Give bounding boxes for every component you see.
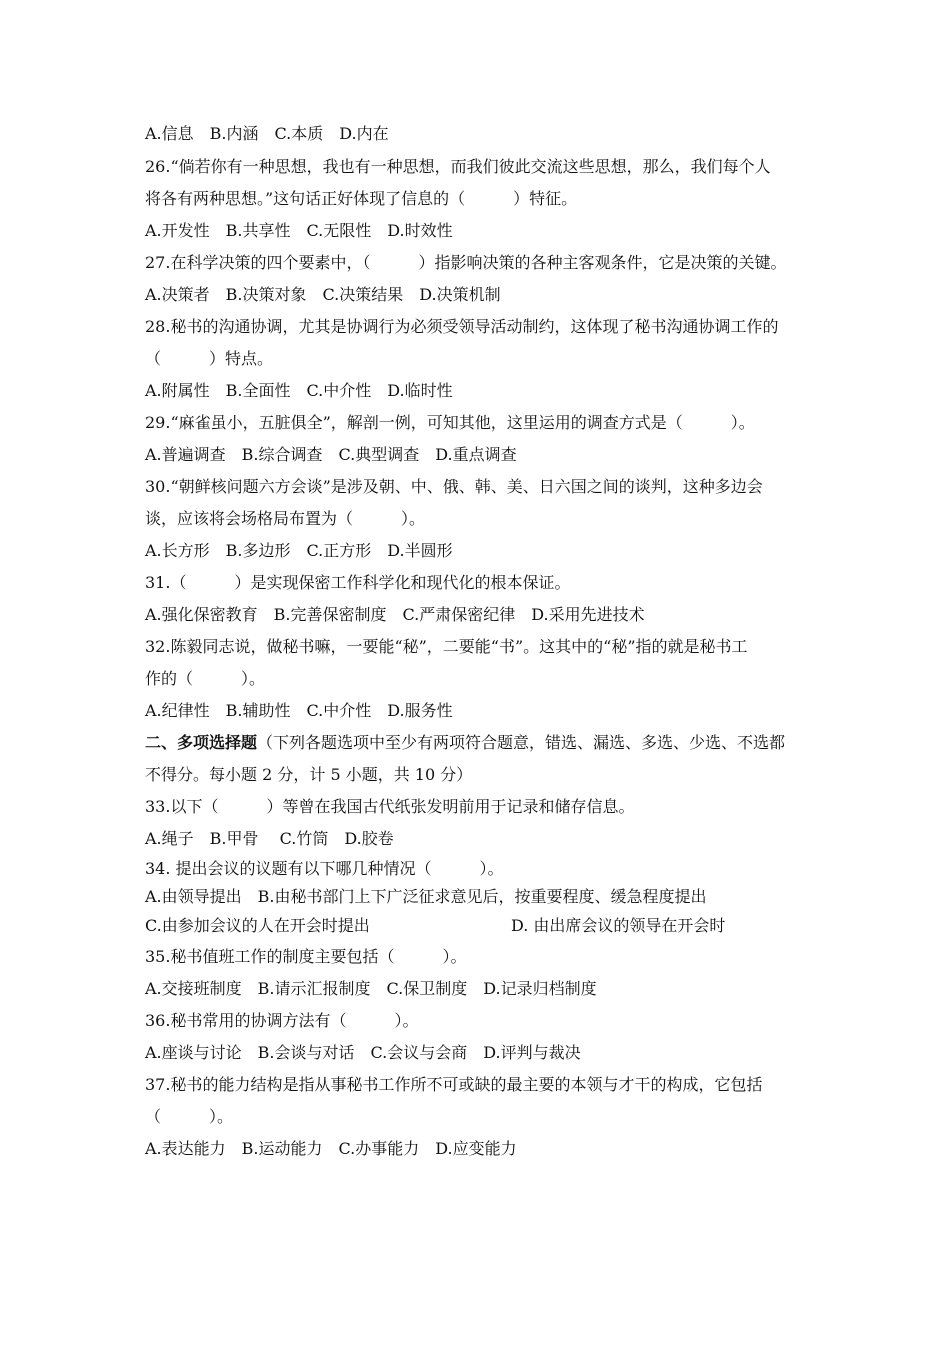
question-line: 作的（ ）。: [145, 669, 266, 688]
question-line: 36.秘书常用的协调方法有（ ）。: [145, 1011, 419, 1030]
option-line: A.强化保密教育 B.完善保密制度 C.严肃保密纪律 D.采用先进技术: [145, 605, 645, 624]
option-line: A.绳子 B.甲骨 C.竹筒 D.胶卷: [145, 829, 394, 848]
option-line: A.附属性 B.全面性 C.中介性 D.临时性: [145, 381, 453, 400]
option-line: A.由领导提出 B.由秘书部门上下广泛征求意见后，按重要程度、缓急程度提出: [145, 887, 707, 906]
question-line: 34. 提出会议的议题有以下哪几种情况（ ）。: [145, 859, 504, 878]
option-line-cd: [145, 916, 815, 936]
option-line: A.决策者 B.决策对象 C.决策结果 D.决策机制: [145, 285, 501, 304]
question-line: 29.“麻雀虽小，五脏俱全”，解剖一例，可知其他，这里运用的调查方式是（ ）。: [145, 413, 755, 432]
question-line: （ ）。: [145, 1107, 234, 1126]
question-line: 将各有两种思想。”这句话正好体现了信息的（ ）特征。: [145, 189, 578, 208]
question-line: 27.在科学决策的四个要素中，（ ）指影响决策的各种主客观条件，它是决策的关键。: [145, 253, 787, 272]
section-heading: 二、多项选择题: [145, 733, 258, 752]
option-line: A.纪律性 B.辅助性 C.中介性 D.服务性: [145, 701, 453, 720]
option-line: A.表达能力 B.运动能力 C.办事能力 D.应变能力: [145, 1139, 517, 1158]
option-line: A.交接班制度 B.请示汇报制度 C.保卫制度 D.记录归档制度: [145, 979, 597, 998]
question-line: 33.以下（ ）等曾在我国古代纸张发明前用于记录和储存信息。: [145, 797, 635, 816]
option-line: A.长方形 B.多边形 C.正方形 D.半圆形: [145, 541, 453, 560]
question-line: 26.“倘若你有一种思想，我也有一种思想，而我们彼此交流这些思想，那么，我们每个人: [145, 157, 771, 176]
section-instructions: （下列各题选项中至少有两项符合题意，错选、漏选、多选、少选、不选都: [257, 733, 786, 752]
section-instructions-cont: 不得分。每小题 2 分，计 5 小题，共 10 分）: [145, 765, 473, 784]
question-line: 28.秘书的沟通协调，尤其是协调行为必须受领导活动制约，这体现了秘书沟通协调工作的: [145, 317, 779, 336]
question-line: 35.秘书值班工作的制度主要包括（ ）。: [145, 947, 467, 966]
section-heading-line: [145, 733, 815, 753]
option-d: D. 由出席会议的领导在开会时: [511, 916, 726, 935]
question-line: 32.陈毅同志说，做秘书嘛，一要能“秘”，二要能“书”。这其中的“秘”指的就是秘书工: [145, 637, 748, 656]
option-line: A.普遍调查 B.综合调查 C.典型调查 D.重点调查: [145, 445, 517, 464]
option-c: C.由参加会议的人在开会时提出: [145, 916, 370, 935]
option-line: A.信息 B.内涵 C.本质 D.内在: [145, 124, 389, 143]
question-line: 谈，应该将会场格局布置为（ ）。: [145, 509, 426, 528]
question-line: 30.“朝鲜核问题六方会谈”是涉及朝、中、俄、韩、美、日六国之间的谈判，这种多边会: [145, 477, 763, 496]
question-line: 31.（ ）是实现保密工作科学化和现代化的根本保证。: [145, 573, 571, 592]
option-line: A.开发性 B.共享性 C.无限性 D.时效性: [145, 221, 453, 240]
question-line: （ ）特点。: [145, 349, 274, 368]
option-line: A.座谈与讨论 B.会谈与对话 C.会议与会商 D.评判与裁决: [145, 1043, 581, 1062]
question-line: 37.秘书的能力结构是指从事秘书工作所不可或缺的最主要的本领与才干的构成，它包括: [145, 1075, 763, 1094]
